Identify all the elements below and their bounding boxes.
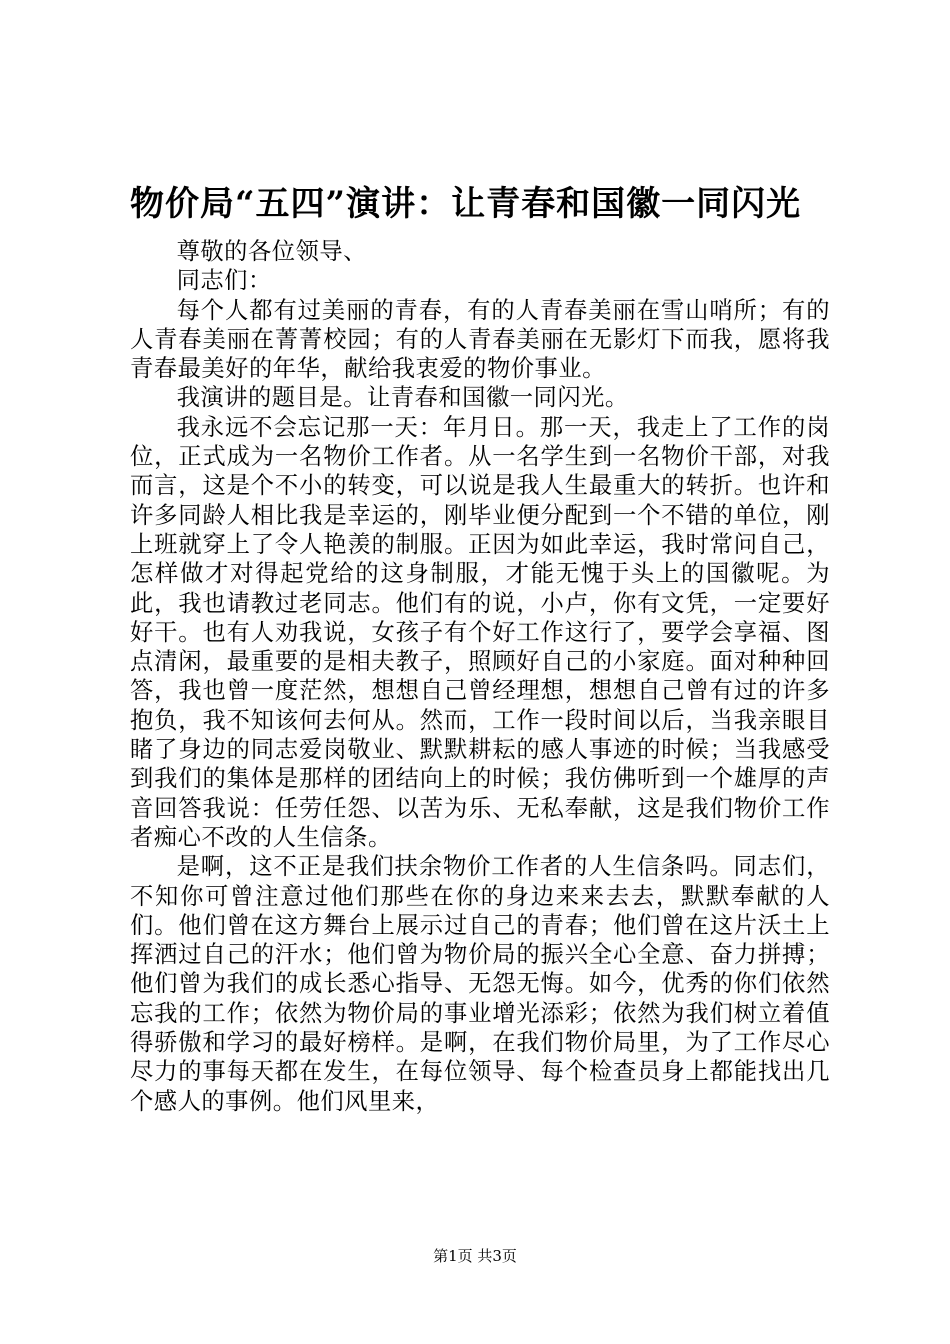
document-title: 物价局“五四”演讲：让青春和国徽一同闪光: [130, 184, 802, 224]
salutation-line-2: 同志们：: [176, 267, 272, 295]
paragraph-memory: 我永远不会忘记那一天：年月日。那一天，我走上了工作的岗位，正式成为一名物价工作者。从一名学生到一名物价干部，对我而言，这是个不小的转变，可以说是我人生最重大的转折。也许和许多同龄人相比我是幸运的，刚毕业便分配到一个不错的单位，刚上班就穿上了令人艳羡的制服。正因为如此幸运，我时常问自己，怎样做才对得起党给的这身制服，才能无愧于头上的国徽呢。为此，我也请教过老同志。他们有的说，小卢，你有文凭，一定要好好干。也有人劝我说，女孩子有个好工作这行了，要学会享福、图点清闲，最重要的是相夫教子，照顾好自己的小家庭。面对种种回答，我也曾一度茫然，想想自己曾经理想，想想自己曾有过的许多抱负，我不知该何去何从。然而，工作一段时间以后，当我亲眼目睹了身边的同志爱岗敬业、默默耕耘的感人事迹的时候；当我感受到我们的集体是那样的团结向上的时候；我仿佛听到一个雄厚的声音回答我说：任劳任怨、以苦为乐、无私奉献，这是我们物价工作者痴心不改的人生信条。: [130, 413, 830, 851]
paragraph-topic: 我演讲的题目是。让青春和国徽一同闪光。: [176, 384, 629, 412]
salutation-line-1: 尊敬的各位领导、: [176, 238, 367, 265]
document-body: [130, 237, 830, 1116]
paragraph-colleagues: 是啊，这不正是我们扶余物价工作者的人生信条吗。同志们，不知你可曾注意过他们那些在你的身边来来去去，默默奉献的人们。他们曾在这方舞台上展示过自己的青春；他们曾在这片沃土上挥洒过自己的汗水；他们曾为物价局的振兴全心全意、奋力拼搏；他们曾为我们的成长悉心指导、无怨无悔。如今，优秀的你们依然忘我的工作；依然为物价局的事业增光添彩；依然为我们树立着值得骄傲和学习的最好榜样。是啊，在我们物价局里，为了工作尽心尽力的事每天都在发生，在每位领导、每个检查员身上都能找出几个感人的事例。他们风里来，: [130, 853, 830, 1115]
paragraph-intro: 每个人都有过美丽的青春，有的人青春美丽在雪山哨所；有的人青春美丽在菁菁校园；有的人青春美丽在无影灯下而我，愿将我青春最美好的年华，献给我衷爱的物价事业。: [130, 296, 830, 383]
page-number-footer: 第1页 共3页: [433, 1247, 517, 1265]
